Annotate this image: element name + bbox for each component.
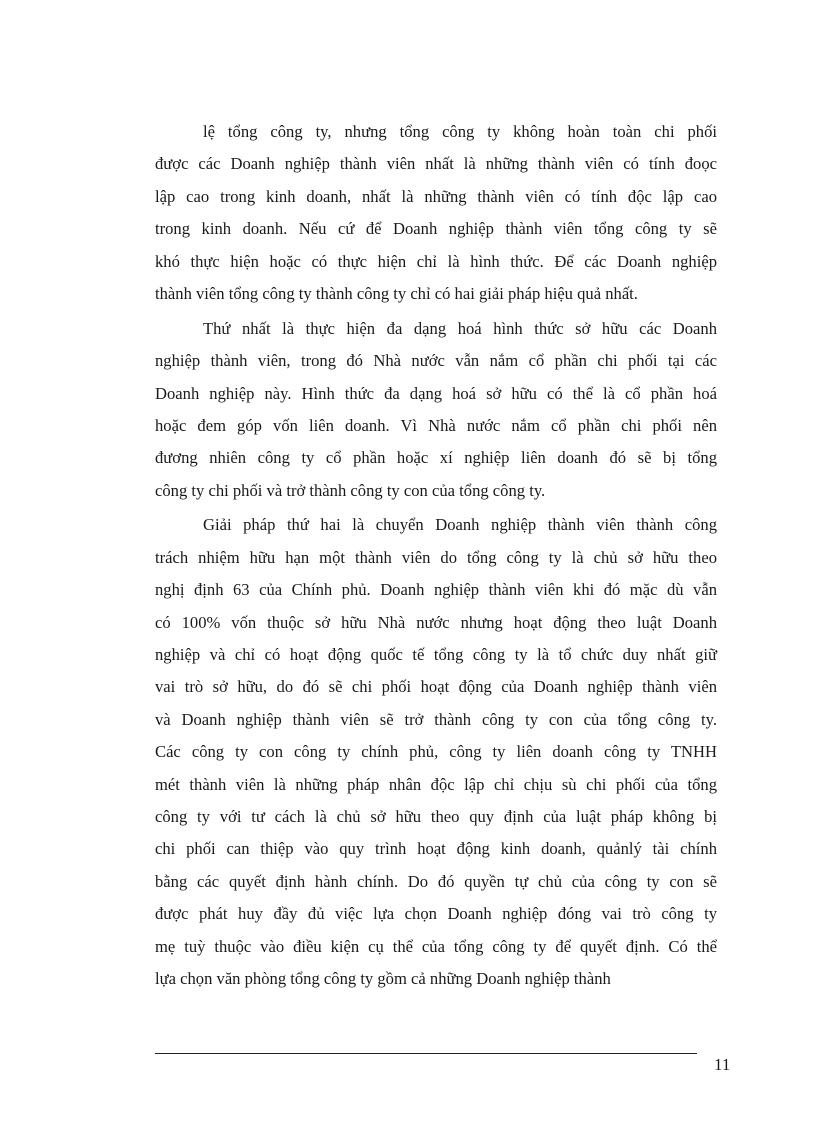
paragraph [155,509,717,995]
text-line: trong kinh doanh. Nếu cứ để Doanh nghiệp thành viên tổng công ty sẽ [155,219,717,239]
text-line: có 100% vốn thuộc sở hữu Nhà nước nhưng hoạt động theo luật Doanh [155,612,717,632]
text-line: Các công ty con công ty chính phủ, công ty liên doanh công ty TNHH [155,742,717,762]
text-line: công ty với tư cách là chủ sở hữu theo quy định của luật pháp không bị [155,806,717,826]
text-line: hoặc đem góp vốn liên doanh. Vì Nhà nước nắm cổ phần chi phối nên [155,415,717,435]
text-line: được phát huy đầy đủ việc lựa chọn Doanh nghiệp đóng vai trò công ty [155,904,717,924]
text-line: chi phối can thiệp vào quy trình hoạt động kinh doanh, quảnlý tài chính [155,839,717,859]
text-line: khó thực hiện hoặc có thực hiện chỉ là hình thức. Để các Doanh nghiệp [155,251,717,271]
text-line: mét thành viên là những pháp nhân độc lập chỉ chịu sù chi phối của tổng [155,774,717,794]
text-line: nghị định 63 của Chính phủ. Doanh nghiệp thành viên khi đó mặc dù vẫn [155,580,717,600]
text-line: bằng các quyết định hành chính. Do đó quyền tự chủ của công ty con sẽ [155,871,717,891]
paragraph [155,313,717,507]
text-line: nghiệp và chỉ có hoạt động quốc tế tổng công ty là tổ chức duy nhất giữ [155,645,717,665]
text-line: lập cao trong kinh doanh, nhất là những thành viên có tính độc lập cao [155,186,717,206]
text-line: vai trò sở hữu, do đó sẽ chi phối hoạt động của Doanh nghiệp thành viên [155,677,717,697]
body-text [155,116,717,998]
paragraph [155,116,717,310]
text-line: Giải pháp thứ hai là chuyển Doanh nghiệp thành viên thành công [203,515,717,535]
text-line: lệ tổng công ty, nhưng tổng công ty không hoàn toàn chi phối [203,122,717,141]
footer-rule [155,1053,697,1054]
text-line: Doanh nghiệp này. Hình thức đa dạng hoá sở hữu có thể là cổ phần hoá [155,383,717,403]
text-line: được các Doanh nghiệp thành viên nhất là những thành viên có tính đoọc [155,154,717,174]
text-line: Thứ nhất là thực hiện đa dạng hoá hình thức sở hữu các Doanh [203,318,717,338]
page-number: 11 [714,1055,731,1074]
text-line: lựa chọn văn phòng tổng công ty gồm cả những Doanh nghiệp thành [155,968,611,988]
text-line: nghiệp thành viên, trong đó Nhà nước vẫn nắm cổ phần chi phối tại các [155,351,717,371]
text-line: mẹ tuỳ thuộc vào điều kiện cụ thể của tổng công ty để quyết định. Có thể [155,936,717,956]
text-line: đương nhiên công ty cổ phần hoặc xí nghiệp liên doanh đó sẽ bị tổng [155,448,717,468]
text-line: công ty chi phối và trở thành công ty con của tổng công ty. [155,480,546,500]
text-line: thành viên tổng công ty thành công ty chỉ có hai giải pháp hiệu quả nhất. [155,283,638,303]
text-line: trách nhiệm hữu hạn một thành viên do tổng công ty là chủ sở hữu theo [155,547,717,567]
text-line: và Doanh nghiệp thành viên sẽ trở thành công ty con của tổng công ty. [155,709,717,729]
